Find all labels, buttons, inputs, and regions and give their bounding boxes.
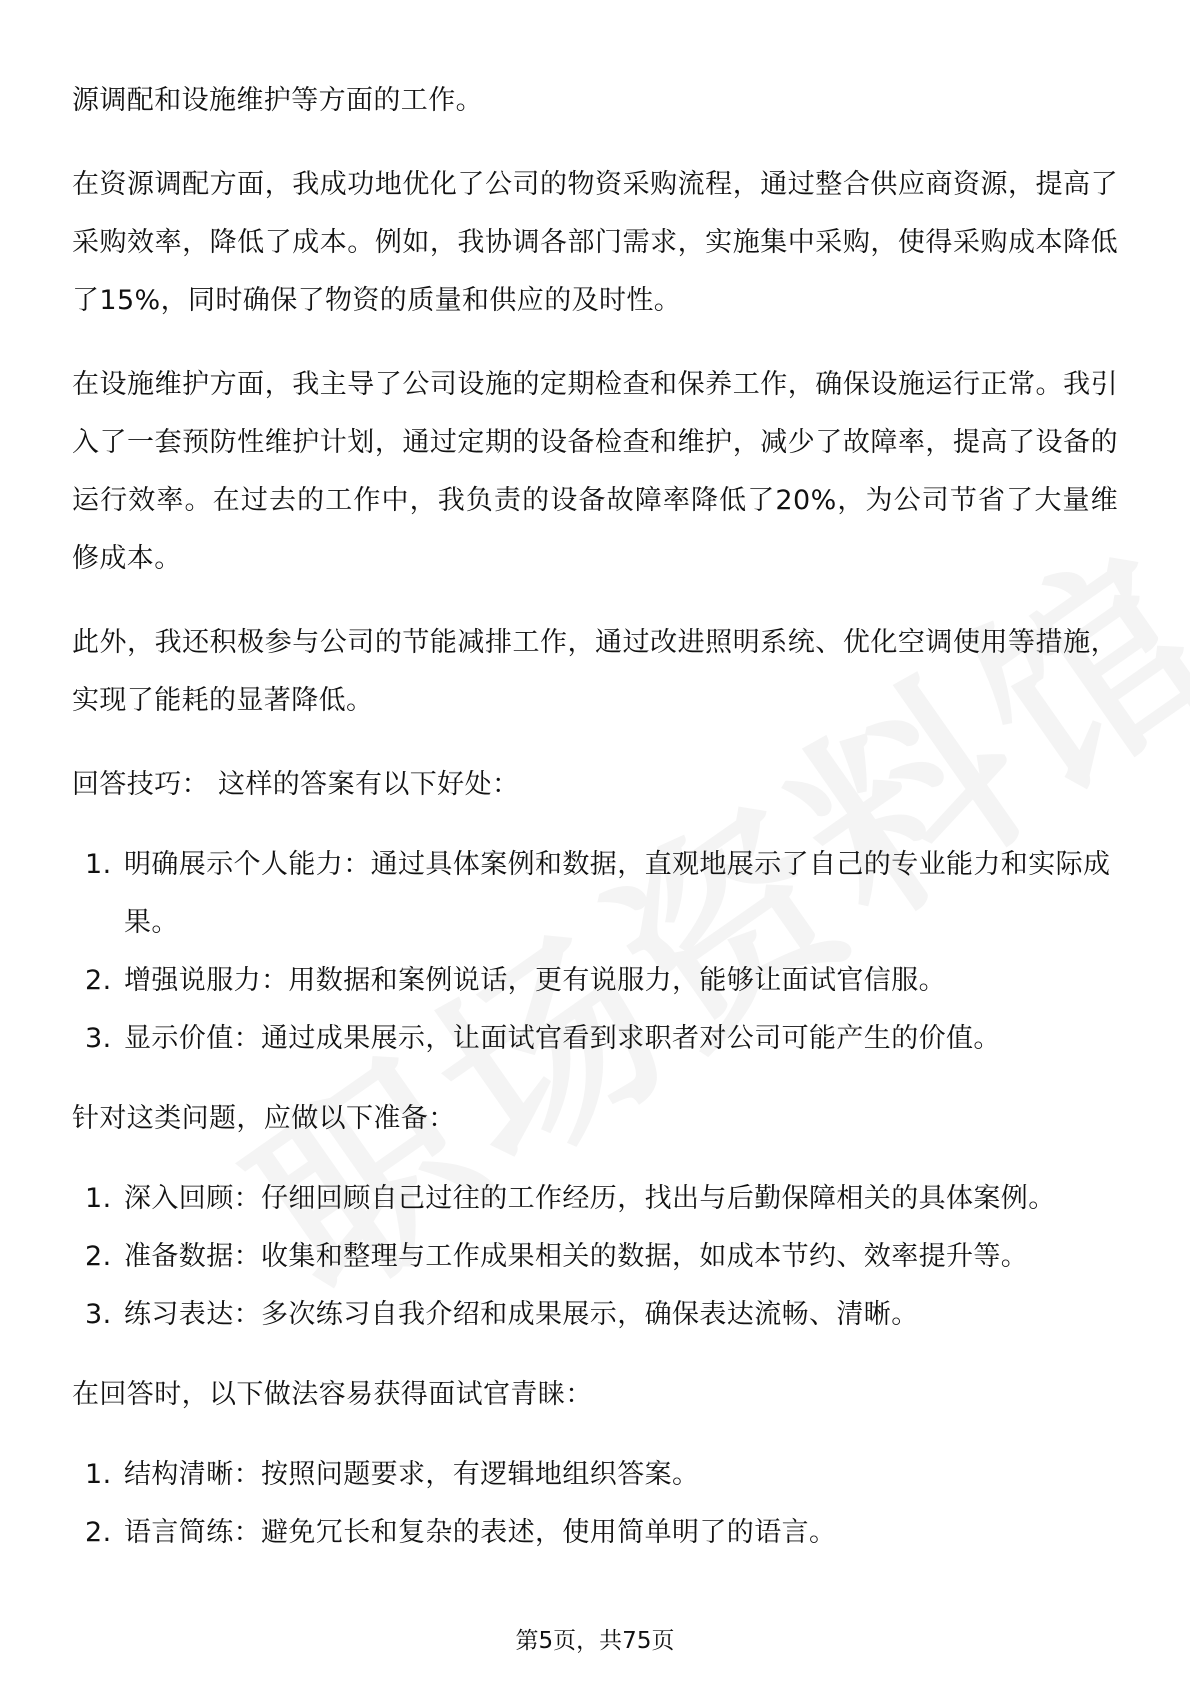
list-text: 显示价值：通过成果展示，让面试官看到求职者对公司可能产生的价值。: [124, 1023, 1001, 1054]
list-item: [72, 952, 1118, 1010]
tips-heading: 回答技巧： 这样的答案有以下好处：: [72, 769, 520, 800]
list-item: [72, 836, 1118, 952]
list-text: 准备数据：收集和整理与工作成果相关的数据，如成本节约、效率提升等。: [124, 1241, 1029, 1272]
list-text: 增强说服力：用数据和案例说话，更有说服力，能够让面试官信服。: [124, 965, 946, 996]
list-text: 练习表达：多次练习自我介绍和成果展示，确保表达流畅、清晰。: [124, 1299, 919, 1330]
paragraph-2: 在资源调配方面，我成功地优化了公司的物资采购流程，通过整合供应商资源，提高了采购效率，降低了成本。例如，我协调各部门需求，实施集中采购，使得采购成本降低了15%，同时确保了物资的质量和供应的及时性。: [72, 169, 1118, 316]
list-number: 2.: [85, 1517, 112, 1548]
list-number: 2.: [85, 965, 112, 996]
list-item: [72, 1010, 1118, 1068]
paragraph-1: 源调配和设施维护等方面的工作。: [72, 85, 483, 116]
paragraph-4: 此外，我还积极参与公司的节能减排工作，通过改进照明系统、优化空调使用等措施，实现了能耗的显著降低。: [72, 627, 1118, 716]
list-text: 结构清晰：按照问题要求，有逻辑地组织答案。: [124, 1459, 700, 1490]
list-text: 语言简练：避免冗长和复杂的表述，使用简单明了的语言。: [124, 1517, 837, 1548]
favor-list: [72, 1446, 1118, 1562]
list-item: [72, 1228, 1118, 1286]
list-item: [72, 1286, 1118, 1344]
page-content: [72, 72, 1118, 1584]
list-number: 3.: [85, 1299, 112, 1330]
list-number: 1.: [85, 849, 112, 880]
favor-heading: 在回答时，以下做法容易获得面试官青睐：: [72, 1379, 593, 1410]
list-text: 深入回顾：仔细回顾自己过往的工作经历，找出与后勤保障相关的具体案例。: [124, 1183, 1056, 1214]
list-number: 1.: [85, 1459, 112, 1490]
prep-heading: 针对这类问题，应做以下准备：: [72, 1103, 456, 1134]
list-number: 3.: [85, 1023, 112, 1054]
prep-list: [72, 1170, 1118, 1344]
page-footer: 第5页，共75页: [515, 1628, 675, 1654]
list-item: [72, 1170, 1118, 1228]
list-text: 明确展示个人能力：通过具体案例和数据，直观地展示了自己的专业能力和实际成果。: [124, 849, 1111, 938]
list-item: [72, 1504, 1118, 1562]
tips-list: [72, 836, 1118, 1068]
list-item: [72, 1446, 1118, 1504]
list-number: 2.: [85, 1241, 112, 1272]
paragraph-3: 在设施维护方面，我主导了公司设施的定期检查和保养工作，确保设施运行正常。我引入了一套预防性维护计划，通过定期的设备检查和维护，减少了故障率，提高了设备的运行效率。在过去的工作中，我负责的设备故障率降低了20%，为公司节省了大量维修成本。: [72, 369, 1118, 574]
list-number: 1.: [85, 1183, 112, 1214]
